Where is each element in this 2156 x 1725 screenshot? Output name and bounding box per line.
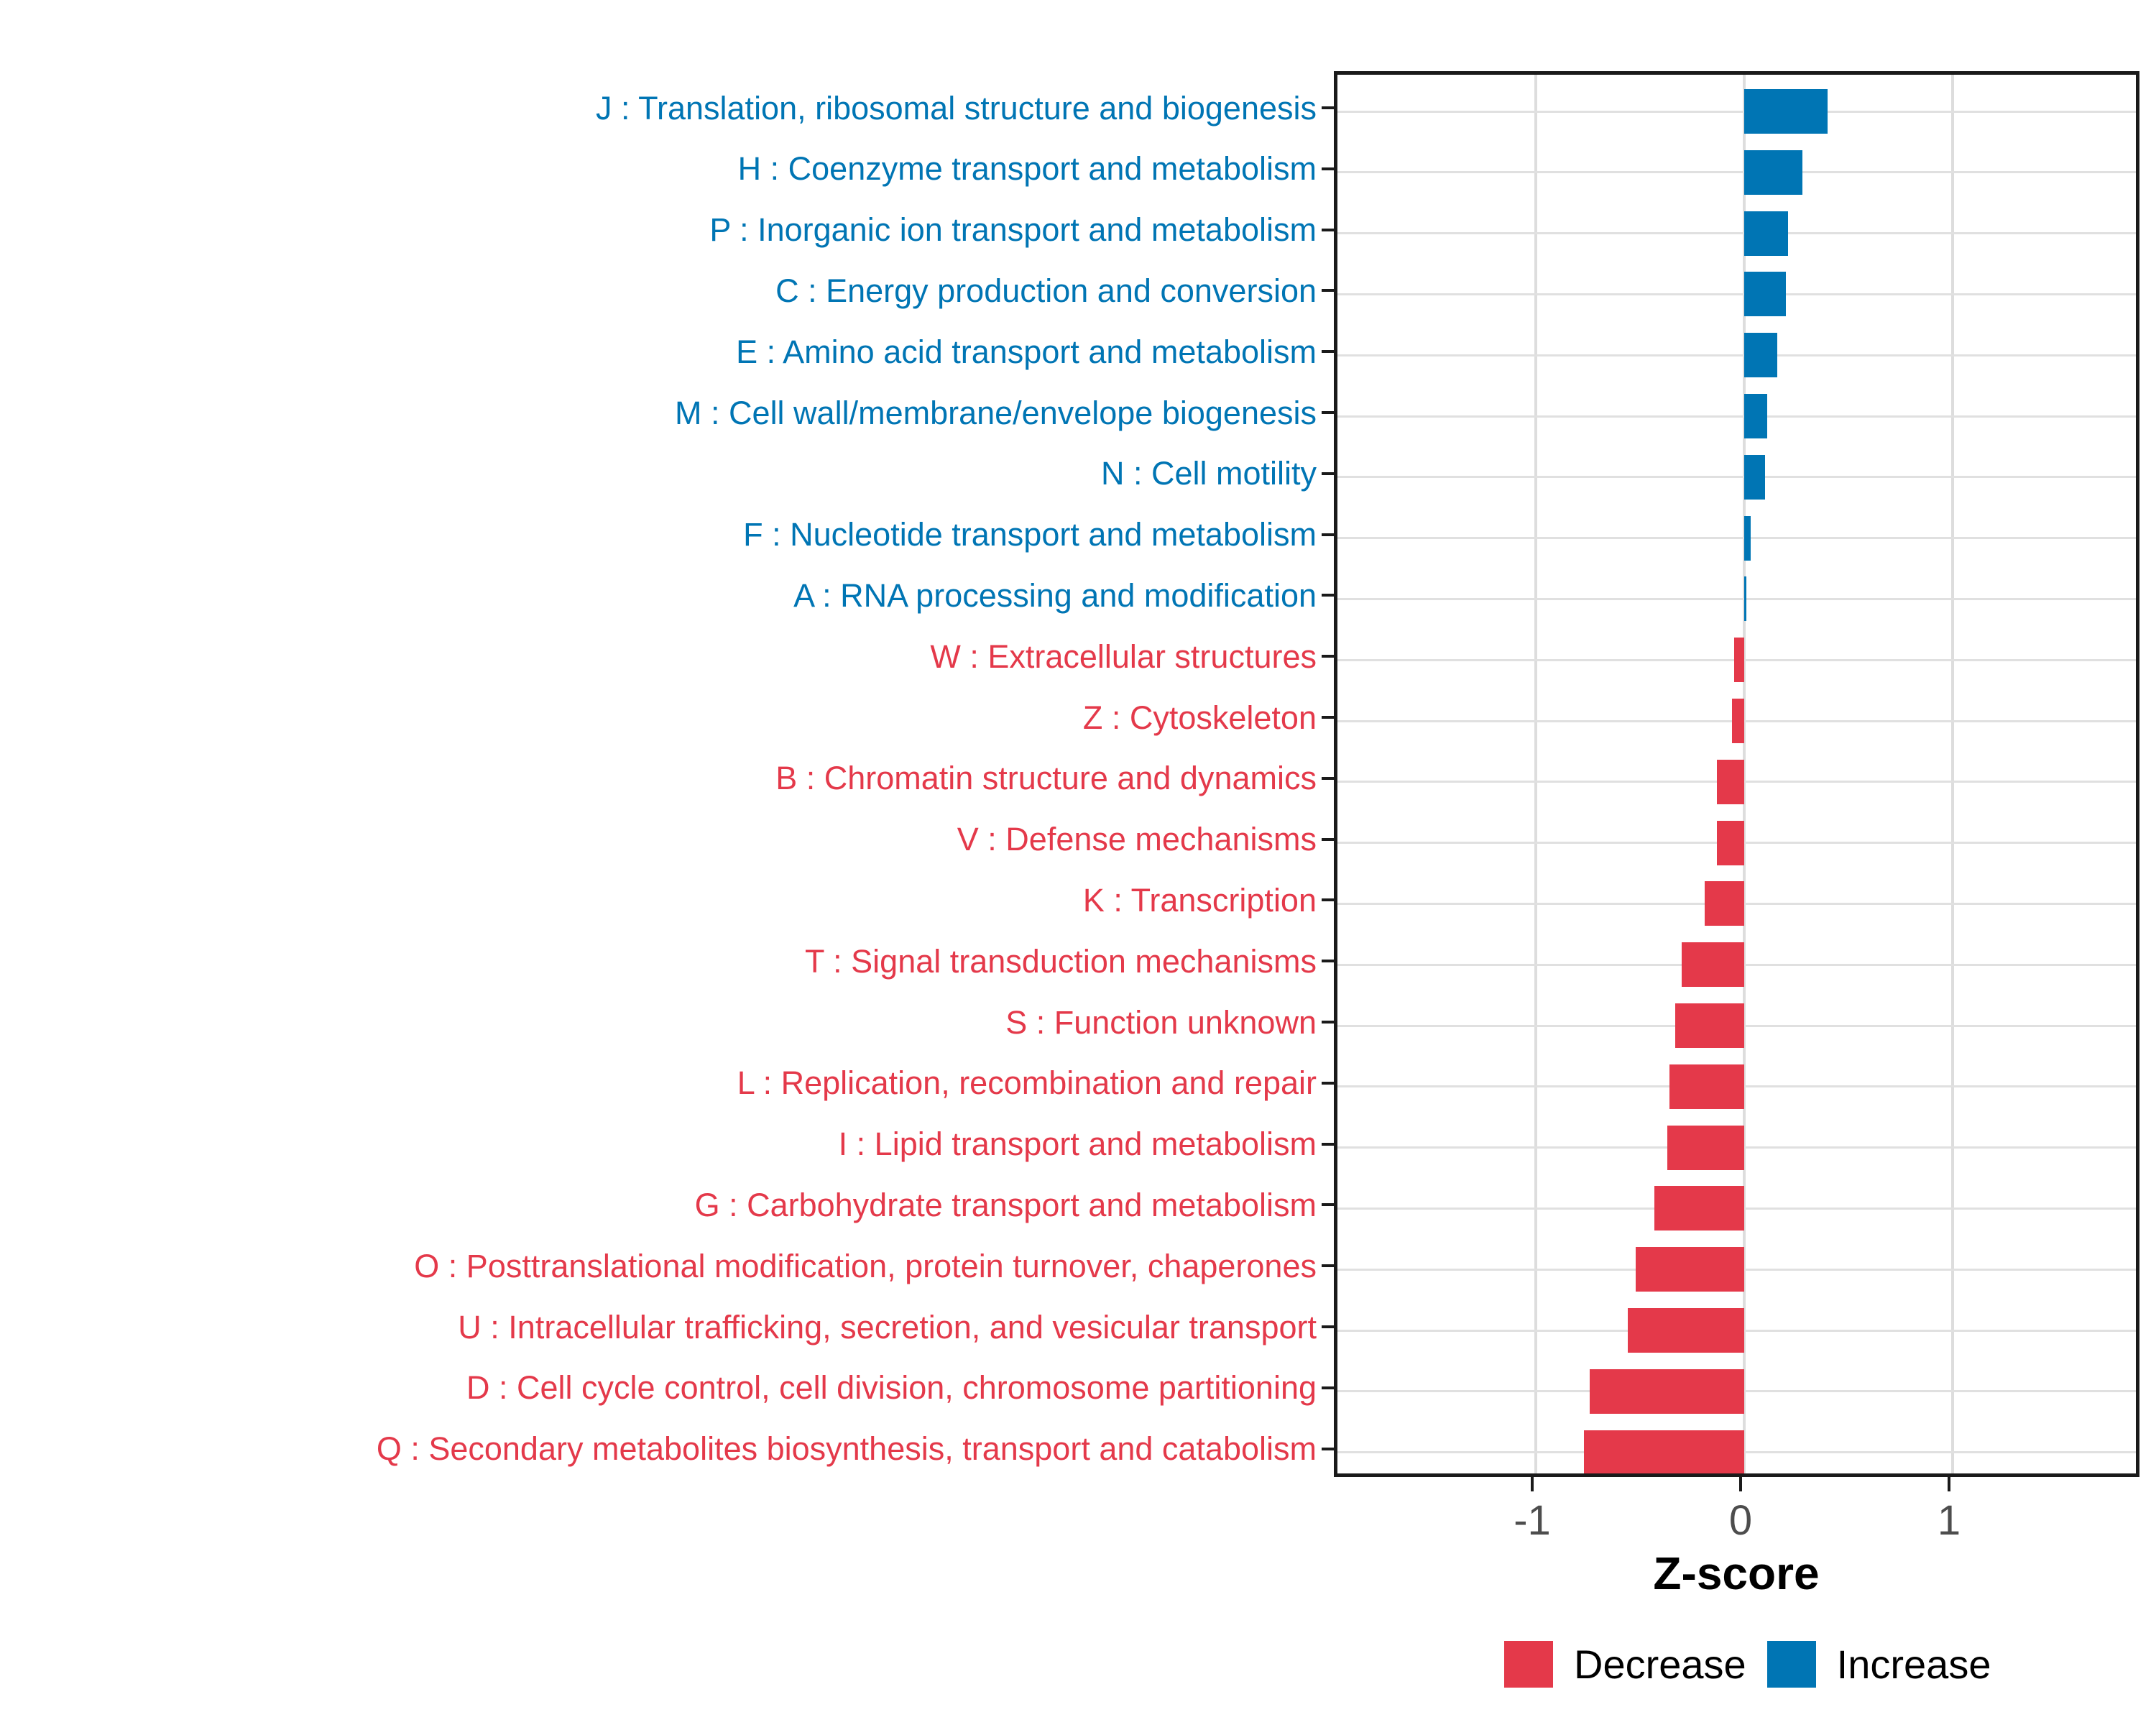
category-label-H: H : Coenzyme transport and metabolism [737,150,1317,188]
y-tick [1322,1264,1334,1267]
y-tick [1322,289,1334,292]
category-label-W: W : Extracellular structures [930,638,1317,675]
y-tick [1322,106,1334,109]
x-tick [1531,1477,1534,1491]
x-tick-label: 1 [1937,1497,1961,1544]
bar-L [1669,1064,1744,1109]
bar-W [1734,638,1745,682]
bar-Z [1732,699,1744,743]
bar-F [1744,516,1751,561]
y-tick [1322,1082,1334,1085]
x-tick-label: -1 [1514,1497,1551,1544]
bar-K [1705,881,1744,926]
bar-I [1667,1126,1744,1170]
x-tick [1739,1477,1742,1491]
bar-E [1744,333,1777,377]
horizontal-gridline [1337,293,2136,295]
category-label-K: K : Transcription [1082,881,1317,919]
y-tick [1322,167,1334,170]
y-tick [1322,472,1334,475]
category-label-P: P : Inorganic ion transport and metabolism [709,211,1317,249]
y-tick [1322,229,1334,231]
category-label-Z: Z : Cytoskeleton [1082,699,1317,736]
y-tick [1322,1143,1334,1146]
category-label-Q: Q : Secondary metabolites biosynthesis, transport and catabolism [376,1430,1317,1468]
bar-G [1654,1186,1744,1230]
category-label-B: B : Chromatin structure and dynamics [775,760,1317,797]
bar-J [1744,89,1828,134]
y-tick [1322,716,1334,719]
horizontal-gridline [1337,111,2136,113]
horizontal-gridline [1337,171,2136,173]
bar-B [1717,760,1744,804]
category-label-U: U : Intracellular trafficking, secretion, and vesicular transport [458,1308,1317,1346]
legend-swatch-decrease [1504,1641,1553,1688]
y-tick [1322,594,1334,597]
bar-H [1744,150,1802,195]
y-tick [1322,898,1334,901]
category-label-O: O : Posttranslational modification, protein turnover, chaperones [414,1247,1317,1284]
y-tick [1322,533,1334,536]
legend-label-decrease: Decrease [1574,1642,1746,1687]
y-tick [1322,1386,1334,1389]
bar-N [1744,455,1765,500]
bar-A [1744,576,1746,621]
bar-U [1628,1308,1744,1353]
y-tick [1322,1203,1334,1206]
y-tick [1322,350,1334,353]
bar-V [1717,821,1744,865]
category-label-V: V : Defense mechanisms [957,821,1317,858]
legend-swatch-increase [1767,1641,1816,1688]
category-label-J: J : Translation, ribosomal structure and biogenesis [595,89,1317,126]
category-label-N: N : Cell motility [1100,455,1317,492]
plot-panel [1334,71,2139,1477]
bar-S [1675,1003,1744,1048]
category-label-I: I : Lipid transport and metabolism [838,1126,1317,1163]
y-tick [1322,838,1334,841]
bar-Q [1584,1430,1744,1475]
horizontal-gridline [1337,537,2136,539]
horizontal-gridline [1337,354,2136,356]
x-tick-label: 0 [1728,1497,1753,1544]
y-tick [1322,1021,1334,1024]
category-label-D: D : Cell cycle control, cell division, chromosome partitioning [466,1369,1317,1407]
category-label-G: G : Carbohydrate transport and metabolism [694,1186,1317,1223]
vertical-gridline-1 [1951,75,1954,1473]
category-label-S: S : Function unknown [1005,1003,1317,1041]
x-tick [1948,1477,1950,1491]
bar-D [1590,1369,1744,1414]
category-label-M: M : Cell wall/membrane/envelope biogenesis [675,394,1317,431]
y-tick [1322,655,1334,658]
legend [1504,1641,1991,1688]
category-label-T: T : Signal transduction mechanisms [804,942,1317,980]
category-label-E: E : Amino acid transport and metabolism [736,333,1317,370]
y-tick [1322,777,1334,780]
category-label-L: L : Replication, recombination and repair [737,1064,1317,1102]
legend-label-increase: Increase [1836,1642,1991,1687]
horizontal-gridline [1337,598,2136,600]
bar-P [1744,211,1788,256]
y-tick [1322,1325,1334,1328]
category-label-C: C : Energy production and conversion [775,272,1317,309]
bar-M [1744,394,1767,438]
category-label-A: A : RNA processing and modification [793,576,1317,614]
y-tick [1322,411,1334,414]
bar-C [1744,272,1786,316]
horizontal-gridline [1337,476,2136,478]
bar-O [1636,1247,1744,1292]
bar-T [1682,942,1744,987]
vertical-gridline--1 [1534,75,1537,1473]
y-tick [1322,1448,1334,1450]
x-axis-title: Z-score [1653,1547,1820,1599]
category-label-F: F : Nucleotide transport and metabolism [743,516,1317,553]
horizontal-gridline [1337,232,2136,234]
horizontal-gridline [1337,415,2136,418]
y-tick [1322,960,1334,962]
